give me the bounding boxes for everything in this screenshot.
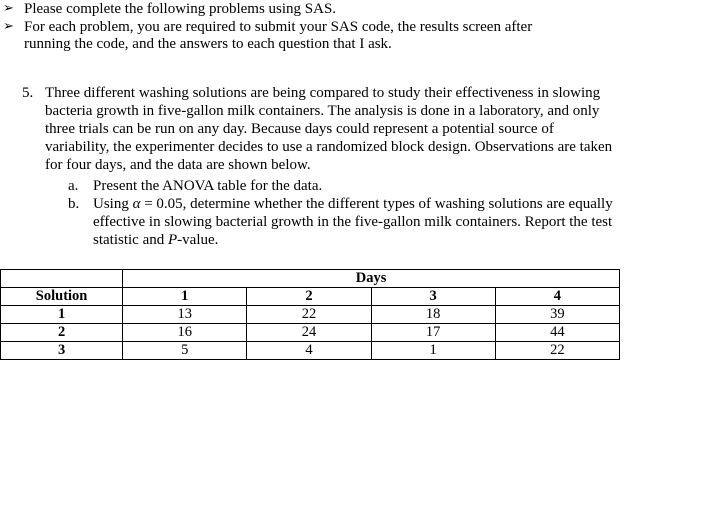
subquestion-text — [93, 195, 623, 249]
subquestion-b — [68, 195, 628, 249]
text-segment: = 0.05, determine whether the different types of washing solutions are equally effective in slowing bacterial growth in the five-gallon milk containers. Report the test statistic and — [93, 196, 613, 248]
table-cell: 44 — [495, 324, 619, 342]
table-cell: 24 — [247, 324, 371, 342]
table-cell: 5 — [123, 342, 247, 360]
subquestion-text: Present the ANOVA table for the data. — [93, 178, 323, 194]
problem-text: Three different washing solutions are being compared to study their effectiveness in slowing bacteria growth in five-gallon milk containers. The analysis is done in a laboratory, and only three trials can be run on any day. Because days could represent a potential source of variability, the experimenter decides to use a randomized block design. Observations are taken for four days, and the data are shown below. — [45, 85, 613, 173]
solution-label: 2 — [1, 324, 123, 342]
table-row — [1, 342, 620, 360]
instruction-text — [24, 19, 532, 53]
problem-number: 5. — [22, 85, 34, 101]
text-segment: -value. — [177, 232, 219, 248]
solution-label: 1 — [1, 306, 123, 324]
day-header: 1 — [123, 288, 247, 306]
data-table — [0, 269, 620, 360]
table-cell: 18 — [371, 306, 495, 324]
subquestion-label: b. — [68, 196, 80, 212]
days-header: Days — [123, 270, 620, 288]
solution-label: 3 — [1, 342, 123, 360]
subquestion-label: a. — [68, 178, 79, 194]
alpha-symbol: α — [132, 196, 141, 212]
table-row — [1, 324, 620, 342]
table-cell: 13 — [123, 306, 247, 324]
table-cell: 17 — [371, 324, 495, 342]
instruction-bullet-2 — [3, 19, 708, 55]
day-header: 3 — [371, 288, 495, 306]
table-cell: 39 — [495, 306, 619, 324]
table-cell: 16 — [123, 324, 247, 342]
instruction-line-2: running the code, and the answers to each question that I ask. — [24, 36, 392, 52]
table-cell: 22 — [247, 306, 371, 324]
instruction-text: Please complete the following problems using SAS. — [24, 1, 337, 17]
instruction-bullet-1 — [3, 1, 708, 19]
solution-header: Solution — [1, 288, 123, 306]
instruction-line-1: For each problem, you are required to submit your SAS code, the results screen after — [24, 19, 533, 35]
table-cell: 22 — [495, 342, 619, 360]
table-header-row — [1, 288, 620, 306]
text-segment: Using — [93, 196, 133, 212]
p-symbol: P — [168, 232, 178, 248]
table-row — [1, 306, 620, 324]
arrow-bullet-icon: ➢ — [3, 1, 14, 16]
day-header: 2 — [247, 288, 371, 306]
empty-cell — [1, 270, 123, 288]
table-group-header-row — [1, 270, 620, 288]
day-header: 4 — [495, 288, 619, 306]
table-cell: 4 — [247, 342, 371, 360]
arrow-bullet-icon: ➢ — [3, 19, 14, 34]
subquestion-a — [68, 177, 628, 195]
table-cell: 1 — [371, 342, 495, 360]
